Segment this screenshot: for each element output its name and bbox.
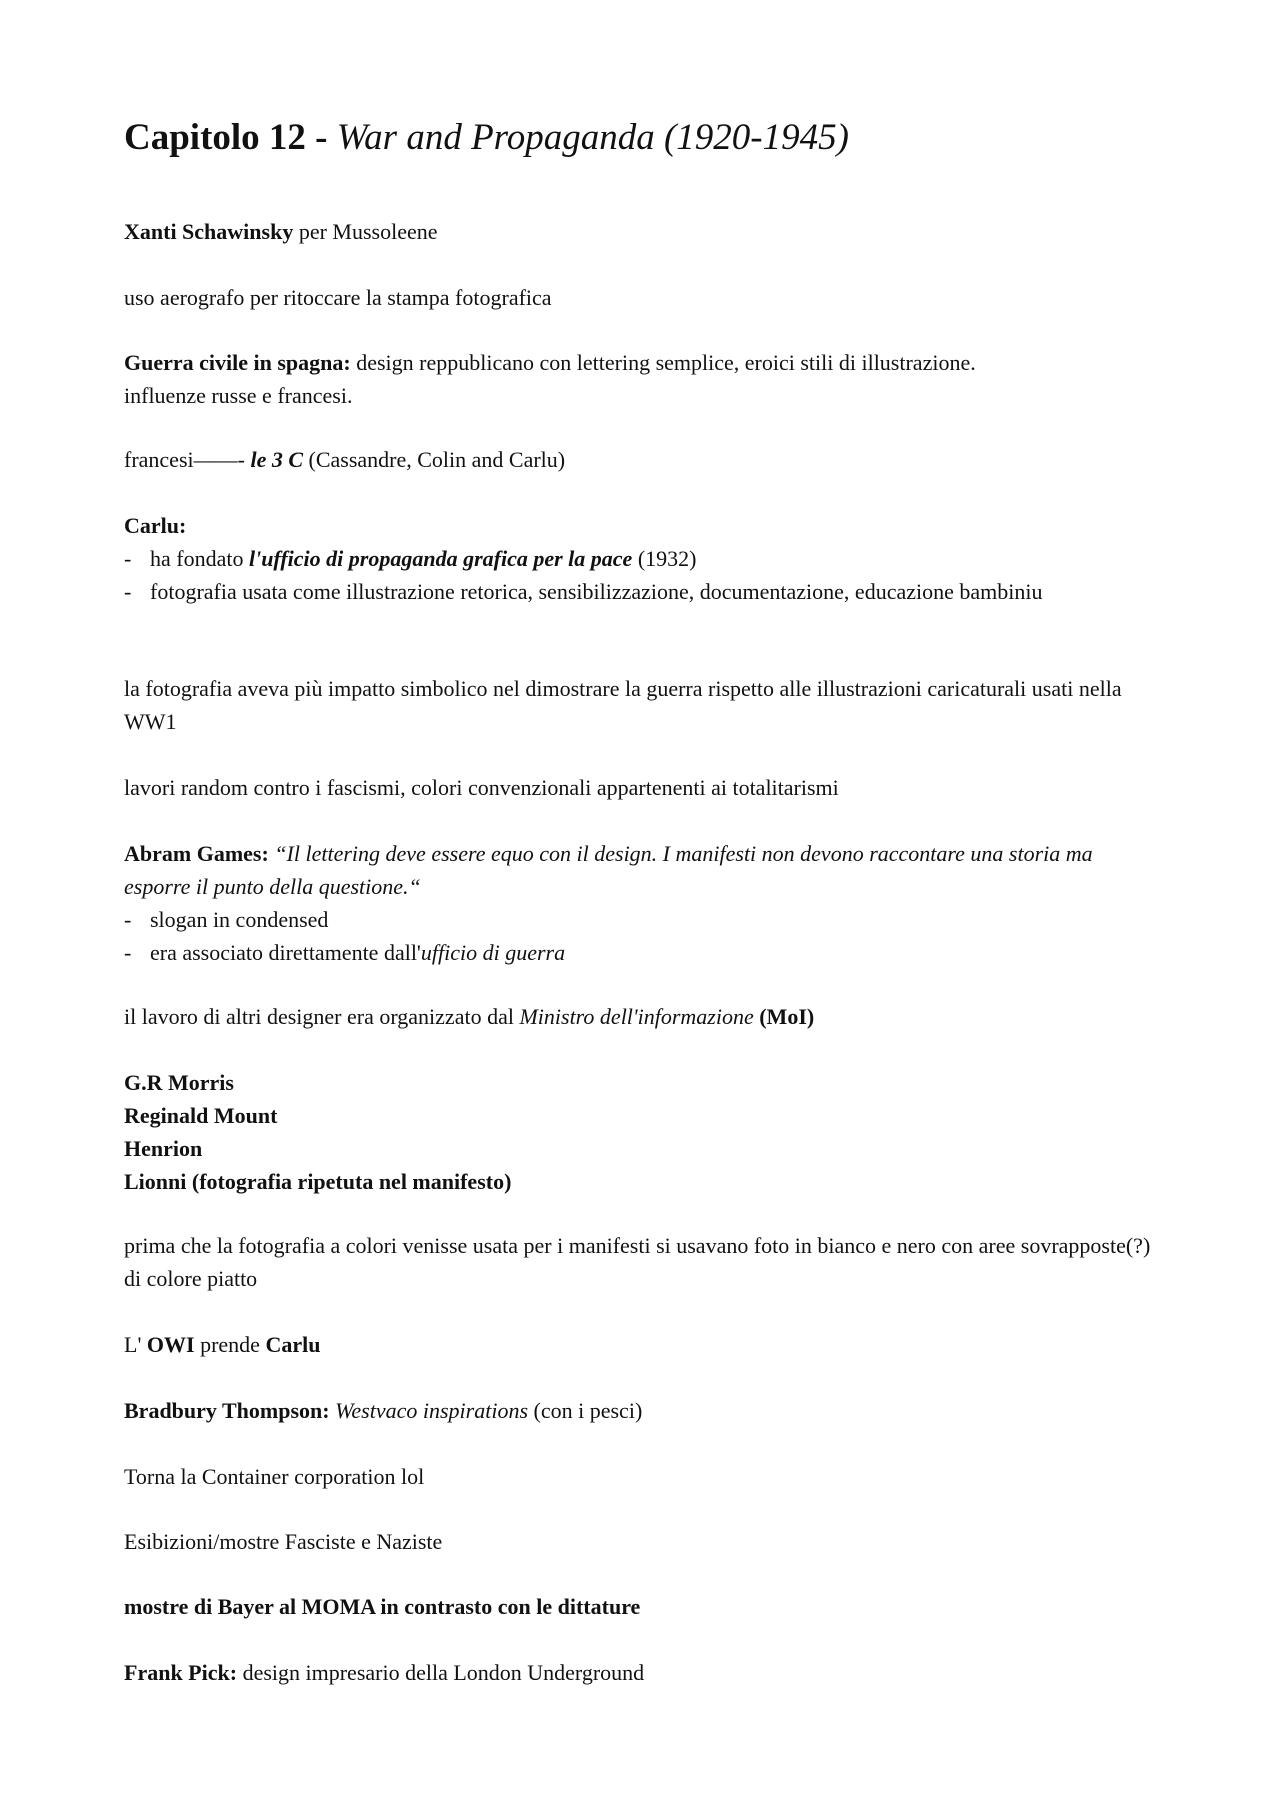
paragraph-moi: [124, 1000, 1164, 1033]
owi-pre: L': [124, 1332, 147, 1357]
title-lead: Capitolo 12 -: [124, 117, 337, 158]
designer-name: Henrion: [124, 1136, 203, 1161]
paragraph-francesi: [124, 443, 1164, 476]
paragraph-fotografia: la fotografia aveva più impatto simbolico nel dimostrare la guerra rispetto alle illustrazioni caricaturali usati nella WW1: [124, 676, 1122, 734]
games-item2-em: ufficio di guerra: [420, 940, 566, 965]
paragraph-bayer: mostre di Bayer al MOMA in contrasto con le dittature: [124, 1594, 641, 1619]
paragraph-schawinsky: [124, 215, 1164, 248]
paragraph-colori: prima che la fotografia a colori venisse usata per i manifesti si usavano foto in bianco e nero con aree sovrapposte(?) di colore piatto: [124, 1233, 1151, 1291]
paragraph-pick: [124, 1656, 1164, 1689]
list-item: [124, 575, 1164, 608]
bullet-dash: -: [124, 940, 132, 965]
bullet-dash: -: [124, 546, 132, 571]
carlu-heading: Carlu:: [124, 513, 187, 538]
owi-mid: prende: [194, 1332, 266, 1357]
pick-name: Frank Pick:: [124, 1660, 238, 1685]
paragraph-thompson: [124, 1394, 1164, 1427]
francesi-post: (Cassandre, Colin and Carlu): [303, 447, 566, 472]
owi-org: OWI: [146, 1332, 195, 1357]
paragraph-aerografo: uso aerografo per ritoccare la stampa fotografica: [124, 285, 552, 310]
moi-pre: il lavoro di altri designer era organizzato dal: [124, 1004, 520, 1029]
thompson-em: Westvaco inspirations: [329, 1398, 529, 1423]
carlu-item1-pre: ha fondato: [150, 546, 249, 571]
carlu-item1-em: l'ufficio di propaganda grafica per la pace: [248, 546, 633, 571]
bullet-dash: -: [124, 907, 132, 932]
pick-text: design impresario della London Underground: [237, 1660, 645, 1685]
spagna-line2: influenze russe e francesi.: [124, 383, 353, 408]
thompson-post: (con i pesci): [528, 1398, 643, 1423]
carlu-item2: fotografia usata come illustrazione retorica, sensibilizzazione, documentazione, educazione bambiniu: [150, 579, 1043, 604]
list-item: [124, 936, 1164, 969]
designer-name: Lionni (fotografia ripetuta nel manifesto): [124, 1169, 512, 1194]
thompson-name: Bradbury Thompson:: [124, 1398, 330, 1423]
paragraph-container: Torna la Container corporation lol: [124, 1464, 425, 1489]
spagna-label: Guerra civile in spagna:: [124, 350, 351, 375]
list-item: [124, 542, 1164, 575]
page-title: [124, 114, 849, 162]
paragraph-esibizioni: Esibizioni/mostre Fasciste e Naziste: [124, 1529, 443, 1554]
section-carlu: [124, 509, 1164, 608]
designer-name: G.R Morris: [124, 1070, 234, 1095]
paragraph-lavori: lavori random contro i fascismi, colori convenzionali appartenenti ai totalitarismi: [124, 775, 839, 800]
games-item2-pre: era associato direttamente dall': [150, 940, 421, 965]
games-name: Abram Games:: [124, 841, 269, 866]
list-item: [124, 903, 1164, 936]
paragraph-owi: [124, 1328, 1164, 1361]
moi-post: (MoI): [753, 1004, 815, 1029]
moi-em: Ministro dell'informazione: [519, 1004, 754, 1029]
schawinsky-text: per Mussoleene: [293, 219, 438, 244]
games-item1: slogan in condensed: [150, 907, 329, 932]
schawinsky-name: Xanti Schawinsky: [124, 219, 294, 244]
title-subtitle: War and Propaganda (1920-1945): [336, 117, 849, 158]
francesi-3c: le 3 C: [250, 447, 304, 472]
spagna-text: design reppublicano con lettering semplice, eroici stili di illustrazione.: [350, 350, 976, 375]
designer-list: [124, 1066, 1164, 1198]
carlu-item1-post: (1932): [632, 546, 697, 571]
games-quote: “Il lettering deve essere equo con il design. I manifesti non devono raccontare una storia ma esporre il punto della questione.“: [124, 841, 1093, 899]
designer-name: Reginald Mount: [124, 1103, 278, 1128]
owi-name: Carlu: [265, 1332, 321, 1357]
paragraph-spagna: [124, 346, 1164, 412]
bullet-dash: -: [124, 579, 132, 604]
francesi-pre: francesi——-: [124, 447, 251, 472]
section-games: [124, 837, 1164, 969]
